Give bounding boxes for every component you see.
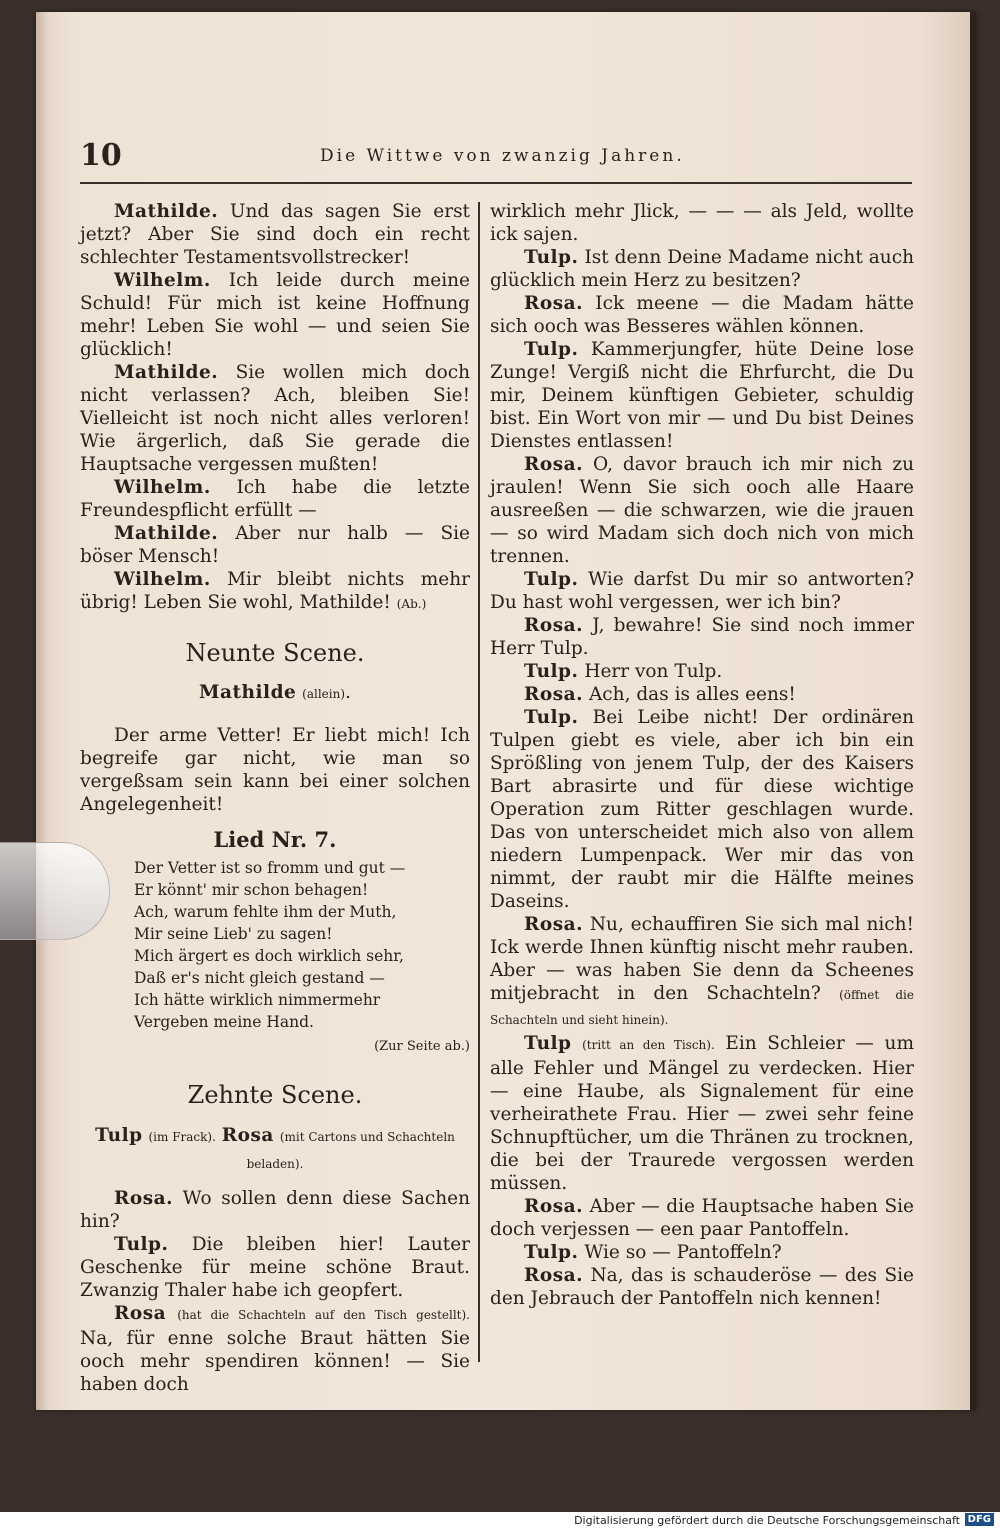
speaker-name: Wilhelm. xyxy=(114,477,211,498)
dialogue-paragraph xyxy=(80,568,470,616)
speaker-name: Tulp. xyxy=(524,247,579,268)
dialogue-paragraph xyxy=(490,1195,914,1241)
speaker-name: Tulp. xyxy=(524,339,579,360)
stage-direction: (Ab.) xyxy=(396,597,427,611)
dialogue-text: Wie so — Pantoffeln? xyxy=(578,1242,782,1263)
speaker-name: Tulp xyxy=(95,1125,143,1146)
dialogue-text: Aber — die Hauptsache haben Sie doch verjessen — een paar Pantoffeln. xyxy=(490,1196,914,1240)
verse-line: Ich hätte wirklich nimmermehr xyxy=(134,991,381,1009)
verse-line: Daß er's nicht gleich gestand — xyxy=(134,969,385,987)
dialogue-paragraph xyxy=(490,683,914,706)
dialogue-text: Ich leide durch meine Schuld! Für mich ist keine Hoffnung mehr! Leben Sie wohl — und seien Sie glücklich! xyxy=(80,270,470,360)
verse-line: Er könnt' mir schon behagen! xyxy=(134,881,369,899)
page-fold-shadow xyxy=(36,12,48,1410)
speaker-name: Tulp. xyxy=(524,569,579,590)
speaker-name: Rosa. xyxy=(524,293,584,314)
dialogue-text: O, davor brauch ich mir nich zu jraulen! Wenn Sie sich ooch alle Haare ausreeßen — die schwarzen, wie die jrauen — so wird Madam sich doch nich von mich trennen. xyxy=(490,454,914,567)
speaker-name: Rosa. xyxy=(114,1188,174,1209)
column-divider xyxy=(478,202,480,1362)
dialogue-paragraph xyxy=(80,1302,470,1396)
dialogue-text: Wie darfst Du mir so antworten? Du hast wohl vergessen, wer ich bin? xyxy=(490,569,914,613)
page-number: 10 xyxy=(80,138,122,173)
scene-cast xyxy=(80,1123,470,1177)
stage-direction: (im Frack). xyxy=(148,1130,216,1144)
dialogue-text: Ick meene — die Madam hätte sich ooch was Besseres wählen können. xyxy=(490,293,914,337)
dialogue-paragraph xyxy=(490,453,914,568)
dialogue-paragraph xyxy=(80,361,470,476)
speaker-name: Rosa. xyxy=(524,454,584,475)
dialogue-text: Aber nur halb — Sie böser Mensch! xyxy=(80,523,470,567)
running-head: Die Wittwe von zwanzig Jahren. xyxy=(320,146,685,166)
song-title: Lied Nr. 7. xyxy=(213,827,337,852)
speaker-name: Rosa xyxy=(114,1303,167,1324)
dialogue-paragraph xyxy=(490,292,914,338)
dialogue-text: Ich habe die letzte Freundespflicht erfüllt — xyxy=(80,477,470,521)
stage-direction: (mit Cartons und Schachteln beladen). xyxy=(246,1130,455,1171)
dialogue-continuation: wirklich mehr Jlick, — — — als Jeld, wollte ick sajen. xyxy=(490,201,914,245)
speaker-name: Rosa. xyxy=(524,1265,584,1286)
dialogue-paragraph xyxy=(490,338,914,453)
speaker-name: Tulp xyxy=(524,1033,572,1054)
dialogue-text: Ist denn Deine Madame nicht auch glücklich mein Herz zu besitzen? xyxy=(490,247,914,291)
dialogue-paragraph xyxy=(490,660,914,683)
dialogue-paragraph xyxy=(80,1233,470,1302)
stage-direction: (allein) xyxy=(302,687,346,701)
dialogue-paragraph xyxy=(490,246,914,292)
dialogue-paragraph xyxy=(80,1187,470,1233)
dialogue-text: Ach, das is alles eens! xyxy=(583,684,796,705)
dfg-logo: DFG xyxy=(965,1513,994,1526)
page-clip xyxy=(0,842,110,940)
dialogue-paragraph xyxy=(490,614,914,660)
scene-cast: Mathilde (allein). xyxy=(199,682,351,703)
speaker-name: Rosa. xyxy=(524,615,584,636)
left-column xyxy=(80,200,470,1396)
right-column xyxy=(490,200,914,1310)
speaker-name: Tulp. xyxy=(524,1242,579,1263)
dialogue-text: J, bewahre! Sie sind noch immer Herr Tulp. xyxy=(490,615,914,659)
dialogue-paragraph xyxy=(490,568,914,614)
speaker-name: Tulp. xyxy=(524,707,579,728)
speaker-name: Wilhelm. xyxy=(114,569,211,590)
scene-title: Neunte Scene. xyxy=(185,639,365,667)
speaker-name: Mathilde. xyxy=(114,201,219,222)
dialogue-paragraph xyxy=(490,913,914,1032)
verse-line: Der Vetter ist so fromm und gut — xyxy=(134,859,406,877)
dialogue-paragraph xyxy=(490,1241,914,1264)
speaker-name: Wilhelm. xyxy=(114,270,211,291)
dialogue-paragraph xyxy=(490,1264,914,1310)
verse-line: Mir seine Lieb' zu sagen! xyxy=(134,925,333,943)
dialogue-text: Bei Leibe nicht! Der ordinären Tulpen giebt es viele, aber ich bin ein Sprößling von jenem Tulp, der des Kaisers Bart abrasirte und für diese wichtige Operation zum Ritter geschlagen wurde. Das von unterscheidet mich also von allem niedern Lumpenpack. Wer mir das von nimmt, der raubt mir die Hälfte meines Daseins. xyxy=(490,707,914,912)
verse-line: Ach, warum fehlte ihm der Muth, xyxy=(134,903,397,921)
dialogue-text: Ein Schleier — um alle Fehler und Mängel zu verdecken. Hier — eine Haube, als Signalement für eine verheirathete Frau. Hier — zwei sehr feine Schnupftücher, um die Thränen zu trocknen, die bei der Traurede vergossen werden müssen. xyxy=(490,1033,914,1194)
verse-line: Mich ärgert es doch wirklich sehr, xyxy=(134,947,404,965)
dialogue-text: Kammerjungfer, hüte Deine lose Zunge! Vergiß nicht die Ehrfurcht, die Du mir, Deinem künftigen Gebieter, schuldig bist. Ein Wort von mir — und Du bist Deines Dienstes entlassen! xyxy=(490,339,914,452)
dialogue-paragraph xyxy=(80,476,470,522)
dialogue-text: Und das sagen Sie erst jetzt? Aber Sie sind doch ein recht schlechter Testamentsvollstrecker! xyxy=(80,201,470,268)
speaker-name: Rosa. xyxy=(524,914,584,935)
speaker-name: Rosa. xyxy=(524,1196,584,1217)
song-verse xyxy=(80,857,470,1033)
dialogue-text: Die bleiben hier! Lauter Geschenke für meine schöne Braut. Zwanzig Thaler habe ich geopfert. xyxy=(80,1234,470,1301)
stage-direction: (hat die Schachteln auf den Tisch gestellt). xyxy=(177,1308,470,1322)
dialogue-text: Na, das is schauderöse — des Sie den Jebrauch der Pantoffeln nich kennen! xyxy=(490,1265,914,1309)
dialogue-paragraph xyxy=(80,522,470,568)
speaker-name: Mathilde. xyxy=(114,523,219,544)
stage-direction: (öffnet die Schachteln und sieht hinein). xyxy=(490,988,915,1027)
monologue-text: Der arme Vetter! Er liebt mich! Ich begreife gar nicht, wie man so vergeßsam sein kann bei einer solchen Angelegenheit! xyxy=(80,725,470,815)
dialogue-paragraph xyxy=(490,1032,914,1195)
page-edge-shadow xyxy=(970,12,976,1410)
dialogue-text: Mir bleibt nichts mehr übrig! Leben Sie wohl, Mathilde! xyxy=(80,569,470,613)
dialogue-text: Nu, echauffiren Sie sich mal nich! Ick werde Ihnen künftig nischt mehr rauben. Aber — was haben Sie denn da Scheenes mitjebracht in den Schachteln? xyxy=(490,914,914,1004)
funding-note: Digitalisierung gefördert durch die Deutsche Forschungsgemeinschaft xyxy=(574,1514,960,1527)
stage-direction: (tritt an den Tisch). xyxy=(582,1038,715,1052)
speaker-name: Rosa xyxy=(221,1125,274,1146)
dialogue-text: Sie wollen mich doch nicht verlassen? Ach, bleiben Sie! Vielleicht ist noch nicht alles verloren! Wie ärgerlich, daß Sie gerade die Hauptsache vergessen mußten! xyxy=(80,362,470,475)
dialogue-text: Wo sollen denn diese Sachen hin? xyxy=(80,1188,470,1232)
verse-line: Vergeben meine Hand. xyxy=(134,1013,314,1031)
speaker-name: Rosa. xyxy=(524,684,584,705)
dialogue-paragraph xyxy=(80,269,470,361)
speaker-name: Mathilde xyxy=(199,682,297,703)
stage-direction: (Zur Seite ab.) xyxy=(374,1039,470,1054)
dialogue-paragraph xyxy=(490,706,914,913)
header-rule xyxy=(80,182,912,184)
dialogue-paragraph xyxy=(80,200,470,269)
dialogue-text: Na, für enne solche Braut hätten Sie ooch mehr spendiren können! — Sie haben doch xyxy=(80,1328,470,1395)
speaker-name: Tulp. xyxy=(114,1234,169,1255)
scene-title: Zehnte Scene. xyxy=(187,1081,363,1109)
dialogue-text: Herr von Tulp. xyxy=(578,661,723,682)
speaker-name: Tulp. xyxy=(524,661,579,682)
speaker-name: Mathilde. xyxy=(114,362,219,383)
